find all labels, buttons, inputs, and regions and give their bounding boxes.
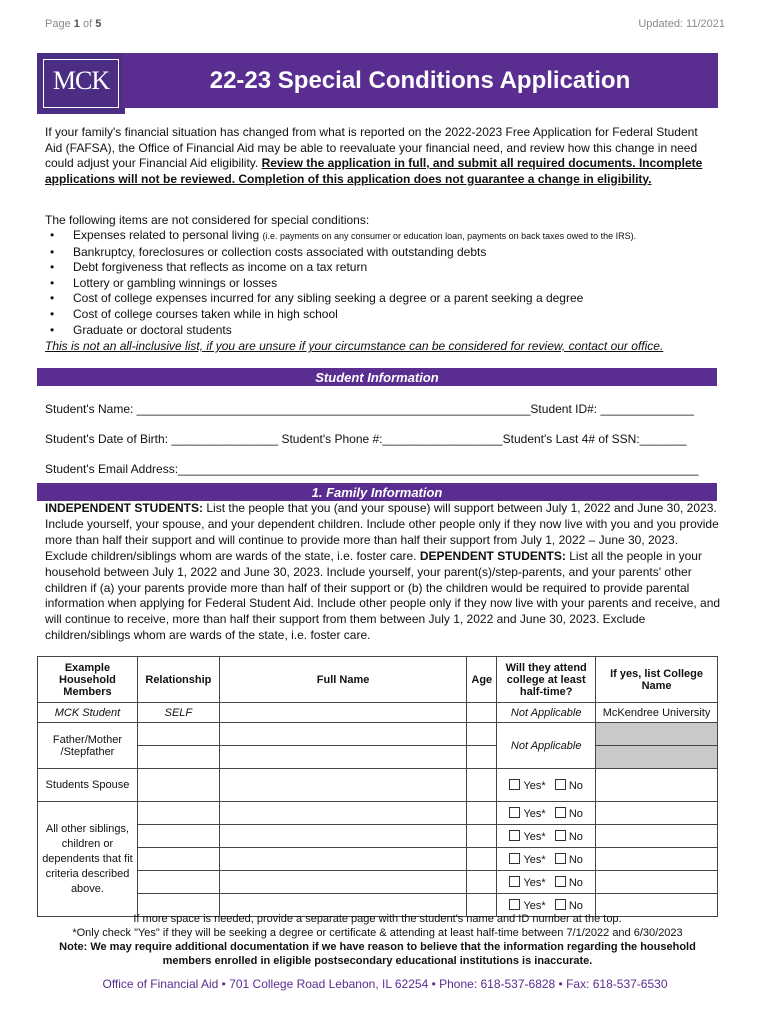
col-header: Full Name [219, 657, 466, 703]
age-cell[interactable] [467, 746, 497, 769]
full-name-cell[interactable] [219, 723, 466, 746]
list-item: • Cost of college expenses incurred for any sibling seeking a degree or a parent seeking a degree [45, 291, 636, 307]
page-title: 22-23 Special Conditions Application [122, 53, 718, 108]
no-checkbox[interactable] [555, 853, 566, 864]
table-row: Students Spouse Yes* No [38, 769, 718, 802]
age-cell[interactable] [467, 769, 497, 802]
college-cell[interactable] [596, 848, 718, 871]
table-row: Father/Mother /Stepfather Not Applicable [38, 723, 718, 746]
full-name-cell[interactable] [219, 769, 466, 802]
no-checkbox[interactable] [555, 807, 566, 818]
full-name-cell[interactable] [219, 848, 466, 871]
table-row: MCK Student SELF Not Applicable McKendree University [38, 703, 718, 723]
attend-checkboxes: Yes* No [497, 769, 596, 802]
list-item: • Cost of college courses taken while in high school [45, 307, 636, 323]
yes-checkbox[interactable] [509, 807, 520, 818]
notes-line-3: Note: We may require additional documentation if we have reason to believe that the information regarding the household members enrolled in eligible postsecondary educational institutions is inaccurate. [59, 941, 696, 967]
full-name-cell[interactable] [219, 746, 466, 769]
college-cell[interactable] [596, 769, 718, 802]
full-name-cell[interactable] [219, 825, 466, 848]
no-checkbox[interactable] [555, 899, 566, 910]
full-name-cell[interactable] [219, 871, 466, 894]
table-row: All other siblings, children or dependents that fit criteria described above. Yes* No [38, 802, 718, 825]
col-header: If yes, list College Name [596, 657, 718, 703]
intro-paragraph: If your family's financial situation has changed from what is reported on the 2022-2023 Free Application for Federal Student Aid (FAFSA), the Office of Financial Aid may be able to reevaluate your financial need, and review how this change in need could adjust your Financial Aid eligibility. Review the application in full, and submit all required documents. Incomplete applications will not be reviewed. Completion of this application does not guarantee a change in eligibility. [45, 125, 703, 186]
family-instructions: INDEPENDENT STUDENTS: List the people that you (and your spouse) will support between July 1, 2022 and June 30, 2023. Include yourself, your spouse, and your dependent children. Include other people only if they now live with you and you provide more than half their support and will continue to provide more than half their support from July 1, 2022 – June 30, 2023. Exclude children/siblings whom are wards of the state, i.e. foster care. DEPENDENT STUDENTS: List all the people in your household between July 1, 2022 and June 30, 2023. Include yourself, your parent(s)/step-parents, and your parents' other children if (a) your parents provide more than half of their support or (b) the children would be required to provide parental information when applying for Federal Student Aid. Include other people only if they now live with your parents and receive, and will continue to receive, more than half their support from them between July 1, 2022 and June 30, 2023. Exclude children/siblings whom are wards of the state, i.e. foster care. [45, 501, 721, 643]
student-info-heading: Student Information [37, 368, 717, 386]
table-row [38, 871, 718, 894]
student-dob-line[interactable]: Student's Date of Birth: ________________ Student's Phone #:__________________Student's Last 4# of SSN:_______ [45, 432, 687, 446]
attend-checkboxes: Yes* No [497, 825, 596, 848]
col-header: Example Household Members [38, 657, 138, 703]
relationship-cell[interactable] [137, 802, 219, 825]
updated-date: Updated: 11/2021 [638, 18, 725, 30]
table-row [38, 825, 718, 848]
exclusions-list [45, 228, 636, 338]
footer-contact: Office of Financial Aid • 701 College Road Lebanon, IL 62254 • Phone: 618-537-6828 • Fax: 618-537-6530 [102, 977, 668, 991]
no-checkbox[interactable] [555, 830, 566, 841]
relationship-cell[interactable] [137, 871, 219, 894]
col-header: Will they attend college at least half-time? [497, 657, 596, 703]
college-cell[interactable] [596, 871, 718, 894]
notes-line-1: If more space is needed, provide a separate page with the student's name and ID number at the top. [133, 913, 622, 925]
attend-checkboxes: Yes* No [497, 848, 596, 871]
yes-checkbox[interactable] [509, 830, 520, 841]
student-name-line[interactable]: Student's Name: ___________________________________________________________Student ID#: ______________ [45, 402, 694, 416]
relationship-cell[interactable] [137, 746, 219, 769]
relationship-cell[interactable] [137, 723, 219, 746]
attend-checkboxes: Yes* No [497, 894, 596, 917]
college-cell[interactable] [596, 802, 718, 825]
age-cell[interactable] [467, 723, 497, 746]
relationship-cell[interactable] [137, 848, 219, 871]
table-row [38, 746, 718, 769]
list-item: • Debt forgiveness that reflects as income on a tax return [45, 260, 636, 276]
col-header: Relationship [137, 657, 219, 703]
yes-checkbox[interactable] [509, 899, 520, 910]
relationship-cell[interactable] [137, 769, 219, 802]
no-checkbox[interactable] [555, 779, 566, 790]
yes-checkbox[interactable] [509, 876, 520, 887]
list-item: • Bankruptcy, foreclosures or collection costs associated with outstanding debts [45, 245, 636, 261]
full-name-cell[interactable] [219, 802, 466, 825]
college-cell[interactable] [596, 825, 718, 848]
exclusions-lead: The following items are not considered for special conditions: [45, 213, 370, 227]
exclusions-footer: This is not an all-inclusive list, if you are unsure if your circumstance can be considered for review, contact our office. [45, 339, 664, 353]
yes-checkbox[interactable] [509, 779, 520, 790]
age-cell[interactable] [467, 871, 497, 894]
yes-checkbox[interactable] [509, 853, 520, 864]
list-item: • Lottery or gambling winnings or losses [45, 276, 636, 292]
mck-logo: MCK [37, 53, 125, 114]
household-table [37, 656, 718, 917]
age-cell[interactable] [467, 848, 497, 871]
student-email-line[interactable]: Student's Email Address:______________________________________________________________________________ [45, 462, 699, 476]
notes-line-2: *Only check "Yes" if they will be seeking a degree or certificate & attending at least half-time between 7/1/2022 and 6/30/2023 [72, 927, 683, 939]
col-header: Age [467, 657, 497, 703]
attend-checkboxes: Yes* No [497, 802, 596, 825]
no-checkbox[interactable] [555, 876, 566, 887]
page-indicator: Page 1 of 5 [45, 18, 102, 30]
age-cell[interactable] [467, 825, 497, 848]
table-row [38, 848, 718, 871]
age-cell[interactable] [467, 802, 497, 825]
relationship-cell[interactable] [137, 825, 219, 848]
list-item: • Graduate or doctoral students [45, 323, 636, 339]
family-info-heading: 1. Family Information [37, 483, 717, 501]
attend-checkboxes: Yes* No [497, 871, 596, 894]
list-item: • Expenses related to personal living (i.e. payments on any consumer or education loan, payments on back taxes owed to the IRS). [45, 228, 636, 245]
